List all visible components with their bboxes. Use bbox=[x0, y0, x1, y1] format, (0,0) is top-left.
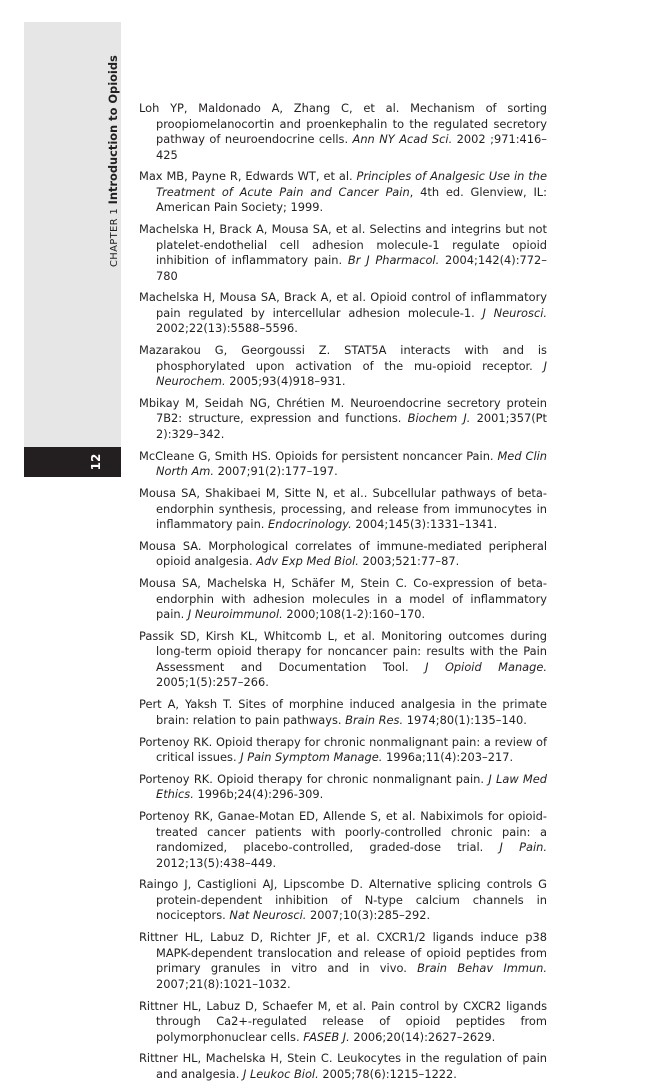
reference-entry bbox=[139, 735, 547, 766]
reference-journal: J Neurosci. bbox=[482, 305, 547, 320]
reference-journal: Med Clin North Am. bbox=[156, 448, 547, 479]
reference-text: Mousa SA, Shakibaei M, Sitte N, et al.. Subcellular pathways of beta-endorphin synthesis, processing, and release from immunocytes in inflammatory pain. bbox=[139, 486, 547, 532]
reference-citation: 2005;93(4)918–931. bbox=[225, 374, 346, 389]
reference-citation: 2004;142(4):772–780 bbox=[156, 253, 547, 283]
reference-text: Portenoy RK. Opioid therapy for chronic nonmalignant pain: a review of critical issues. bbox=[139, 734, 547, 765]
reference-journal: J Pain Symptom Manage. bbox=[240, 750, 383, 765]
reference-journal: Nat Neurosci. bbox=[229, 908, 307, 923]
reference-citation: 2007;21(8):1021–1032. bbox=[156, 976, 291, 991]
reference-citation: 1996b;24(4):296-309. bbox=[193, 787, 324, 802]
reference-entry bbox=[139, 539, 547, 570]
reference-citation: , 4th ed. Glenview, IL: American Pain Society; 1999. bbox=[156, 184, 547, 215]
reference-citation: 2007;10(3):285–292. bbox=[306, 908, 431, 923]
reference-journal: J Leukoc Biol. bbox=[242, 1066, 319, 1081]
reference-citation: 2003;521:77–87. bbox=[358, 554, 460, 569]
reference-entry bbox=[139, 396, 547, 443]
page-number: 12 bbox=[89, 453, 103, 471]
reference-citation: 1974;80(1):135–140. bbox=[403, 712, 527, 727]
reference-entry bbox=[139, 449, 547, 480]
reference-entry bbox=[139, 576, 547, 623]
reference-text: Mousa SA, Machelska H, Schäfer M, Stein C. Co-expression of beta-endorphin with adhesion molecules in a model of inflammatory pain. bbox=[139, 576, 547, 622]
reference-citation: 2007;91(2):177–197. bbox=[214, 464, 338, 479]
reference-text: McCleane G, Smith HS. Opioids for persistent noncancer Pain. bbox=[139, 448, 498, 463]
reference-entry bbox=[139, 486, 547, 533]
chapter-label: CHAPTER 1 bbox=[109, 208, 120, 267]
reference-journal: Br J Pharmacol. bbox=[347, 253, 440, 268]
reference-text: Rittner HL, Labuz D, Richter JF, et al. CXCR1/2 ligands induce p38 MAPK-dependent translocation and release of opioid peptides from primary granules in vitro and in vivo. bbox=[139, 930, 547, 976]
reference-list bbox=[139, 101, 547, 1089]
reference-entry bbox=[139, 343, 547, 390]
running-head bbox=[106, 55, 122, 267]
reference-text: Rittner HL, Machelska H, Stein C. Leukocytes in the regulation of pain and analgesia. bbox=[139, 1051, 547, 1081]
reference-journal: FASEB J. bbox=[303, 1029, 350, 1044]
reference-journal: J Opioid Manage. bbox=[425, 659, 547, 674]
reference-entry bbox=[139, 697, 547, 728]
reference-text: Mbikay M, Seidah NG, Chrétien M. Neuroendocrine secretory protein 7B2: structure, expression and functions. bbox=[139, 395, 547, 426]
reference-text: Loh YP, Maldonado A, Zhang C, et al. Mechanism of sorting proopiomelanocortin and proenkephalin to the regulated secretory pathway of neuroendocrine cells. bbox=[139, 101, 547, 146]
reference-journal: J Pain. bbox=[499, 840, 547, 855]
reference-citation: 2006;20(14):2627–2629. bbox=[349, 1029, 496, 1044]
reference-text: Machelska H, Mousa SA, Brack A, et al. Opioid control of inflammatory pain regulated by intercellular adhesion molecule-1. bbox=[139, 290, 547, 320]
reference-text: Max MB, Payne R, Edwards WT, et al. bbox=[139, 169, 357, 184]
reference-citation: 2002 ;971:416–425 bbox=[156, 132, 547, 162]
reference-citation: 2005;78(6):1215–1222. bbox=[318, 1066, 457, 1081]
reference-citation: 2012;13(5):438–449. bbox=[156, 855, 277, 870]
reference-citation: 2002;22(13):5588–5596. bbox=[156, 321, 298, 336]
chapter-title: Introduction to Opioids bbox=[106, 55, 120, 205]
reference-text: Mousa SA. Morphological correlates of immune-mediated peripheral opioid analgesia. bbox=[139, 538, 547, 569]
reference-citation: 2000;108(1-2):160–170. bbox=[282, 607, 426, 622]
reference-journal: Endocrinology. bbox=[268, 517, 352, 532]
reference-citation: 2004;145(3):1331–1341. bbox=[351, 517, 498, 532]
reference-journal: J Neurochem. bbox=[156, 358, 547, 389]
reference-text: Pert A, Yaksh T. Sites of morphine induced analgesia in the primate brain: relation to pain pathways. bbox=[139, 697, 547, 727]
reference-journal: Brain Res. bbox=[345, 712, 404, 727]
reference-entry bbox=[139, 1051, 547, 1082]
reference-citation: 2005;1(5):257–266. bbox=[156, 675, 269, 690]
reference-text: Portenoy RK. Opioid therapy for chronic nonmalignant pain. bbox=[139, 771, 489, 786]
reference-journal: Ann NY Acad Sci. bbox=[352, 132, 453, 146]
reference-journal: Biochem J. bbox=[407, 411, 471, 426]
reference-text: Raingo J, Castiglioni AJ, Lipscombe D. Alternative splicing controls G protein-dependent inhibition of N-type calcium channels in nociceptors. bbox=[139, 877, 547, 923]
reference-journal: Adv Exp Med Biol. bbox=[256, 554, 359, 569]
reference-journal: Principles of Analgesic Use in the Treatment of Acute Pain and Cancer Pain bbox=[156, 169, 547, 199]
reference-text: Machelska H, Brack A, Mousa SA, et al. Selectins and integrins but not platelet-endothelial cell adhesion molecule-1 regulate opioid inhibition of inflammatory pain. bbox=[139, 222, 547, 268]
reference-journal: J Neuroimmunol. bbox=[187, 607, 283, 622]
reference-entry bbox=[139, 877, 547, 924]
reference-entry bbox=[139, 809, 547, 871]
reference-text: Rittner HL, Labuz D, Schaefer M, et al. Pain control by CXCR2 ligands through Ca2+-regulated release of opioid peptides from polymorphonuclear cells. bbox=[139, 998, 547, 1044]
reference-entry bbox=[139, 169, 547, 216]
page-number-tab bbox=[24, 447, 121, 477]
reference-entry bbox=[139, 290, 547, 337]
reference-text: Mazarakou G, Georgoussi Z. STAT5A interacts with and is phosphorylated upon activation of the mu-opioid receptor. bbox=[139, 343, 547, 373]
reference-citation: 2001;357(Pt 2):329–342. bbox=[156, 411, 547, 441]
reference-entry bbox=[139, 772, 547, 803]
reference-citation: 1996a;11(4):203–217. bbox=[382, 750, 514, 765]
reference-entry bbox=[139, 999, 547, 1046]
reference-entry bbox=[139, 629, 547, 691]
reference-entry bbox=[139, 930, 547, 992]
reference-journal: J Law Med Ethics. bbox=[156, 771, 547, 802]
reference-text: Passik SD, Kirsh KL, Whitcomb L, et al. Monitoring outcomes during long-term opioid therapy for noncancer pain: results with the Pain Assessment and Documentation Tool. bbox=[139, 628, 547, 674]
reference-text: Portenoy RK, Ganae-Motan ED, Allende S, et al. Nabiximols for opioid-treated cancer patients with poorly-controlled chronic pain: a randomized, placebo-controlled, graded-dose trial. bbox=[139, 809, 547, 855]
reference-entry bbox=[139, 101, 547, 163]
reference-journal: Brain Behav Immun. bbox=[417, 961, 547, 976]
reference-entry bbox=[139, 222, 547, 284]
